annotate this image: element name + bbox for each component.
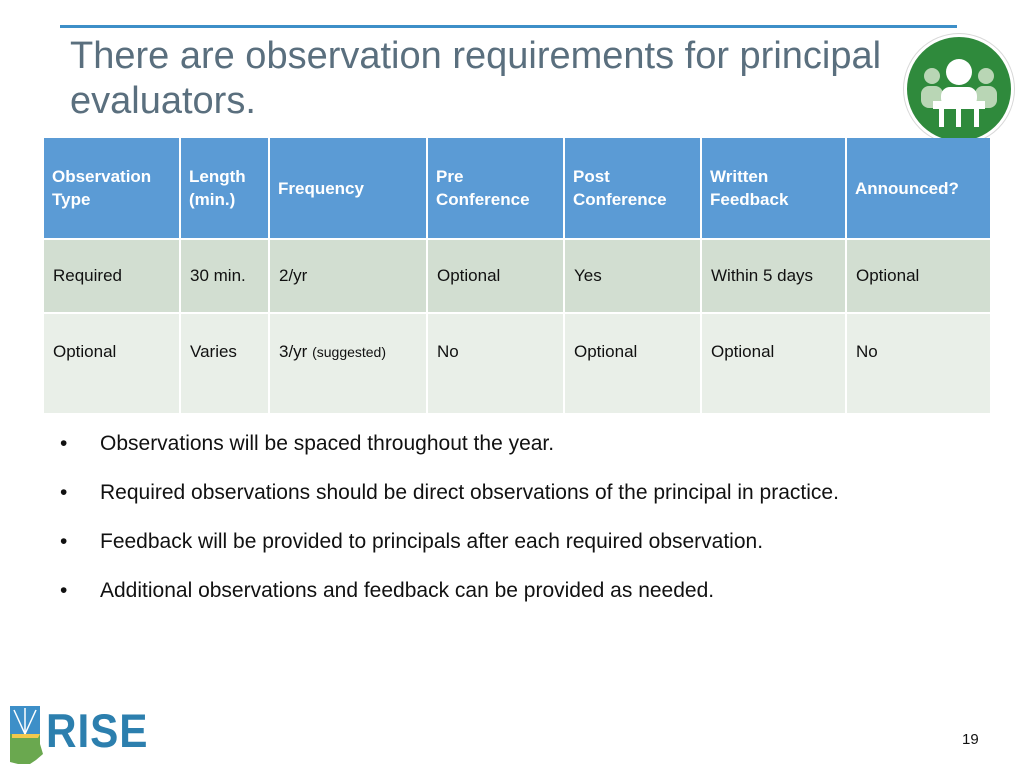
group-meeting-icon	[904, 34, 1014, 144]
bullet-item: • Feedback will be provided to principals after each required observation.	[60, 526, 960, 557]
bullet-glyph: •	[60, 481, 68, 504]
logo-text: RISE	[46, 704, 149, 757]
bullet-item: • Required observations should be direct observations of the principal in practice.	[60, 477, 960, 508]
header-post-conference: Post Conference	[565, 138, 700, 238]
header-frequency: Frequency	[270, 138, 426, 238]
header-written-feedback: Written Feedback	[702, 138, 845, 238]
cell-post-conference: Optional	[565, 314, 700, 413]
title-top-rule	[60, 25, 957, 28]
cell-post-conference: Yes	[565, 240, 700, 312]
cell-length: Varies	[181, 314, 268, 413]
cell-observation-type: Required	[44, 240, 179, 312]
frequency-note: (suggested)	[312, 344, 387, 360]
bullet-glyph: •	[60, 432, 68, 455]
bullet-glyph: •	[60, 530, 68, 553]
table-row	[44, 240, 990, 312]
slide-title: There are observation requirements for principal evaluators.	[70, 35, 882, 122]
header-announced: Announced?	[847, 138, 990, 238]
bullet-item: • Observations will be spaced throughout the year.	[60, 428, 960, 459]
header-observation-type: Observation Type	[44, 138, 179, 238]
frequency-value: 3/yr	[279, 342, 308, 361]
table-header-row	[44, 138, 990, 238]
table-row	[44, 314, 990, 413]
cell-frequency: 2/yr	[270, 240, 426, 312]
cell-written-feedback: Within 5 days	[702, 240, 845, 312]
observation-requirements-table	[42, 136, 992, 415]
header-length: Length (min.)	[181, 138, 268, 238]
header-pre-conference: Pre Conference	[428, 138, 563, 238]
cell-pre-conference: Optional	[428, 240, 563, 312]
page-number: 19	[962, 731, 979, 748]
cell-announced: No	[847, 314, 990, 413]
cell-announced: Optional	[847, 240, 990, 312]
cell-length: 30 min.	[181, 240, 268, 312]
cell-pre-conference: No	[428, 314, 563, 413]
rise-logo	[6, 704, 149, 766]
bullet-item: • Additional observations and feedback can be provided as needed.	[60, 575, 960, 606]
cell-observation-type: Optional	[44, 314, 179, 413]
cell-written-feedback: Optional	[702, 314, 845, 413]
bullet-list	[60, 428, 960, 624]
indiana-state-sunrise-icon	[6, 704, 46, 766]
bullet-glyph: •	[60, 579, 68, 602]
cell-frequency	[270, 314, 426, 413]
